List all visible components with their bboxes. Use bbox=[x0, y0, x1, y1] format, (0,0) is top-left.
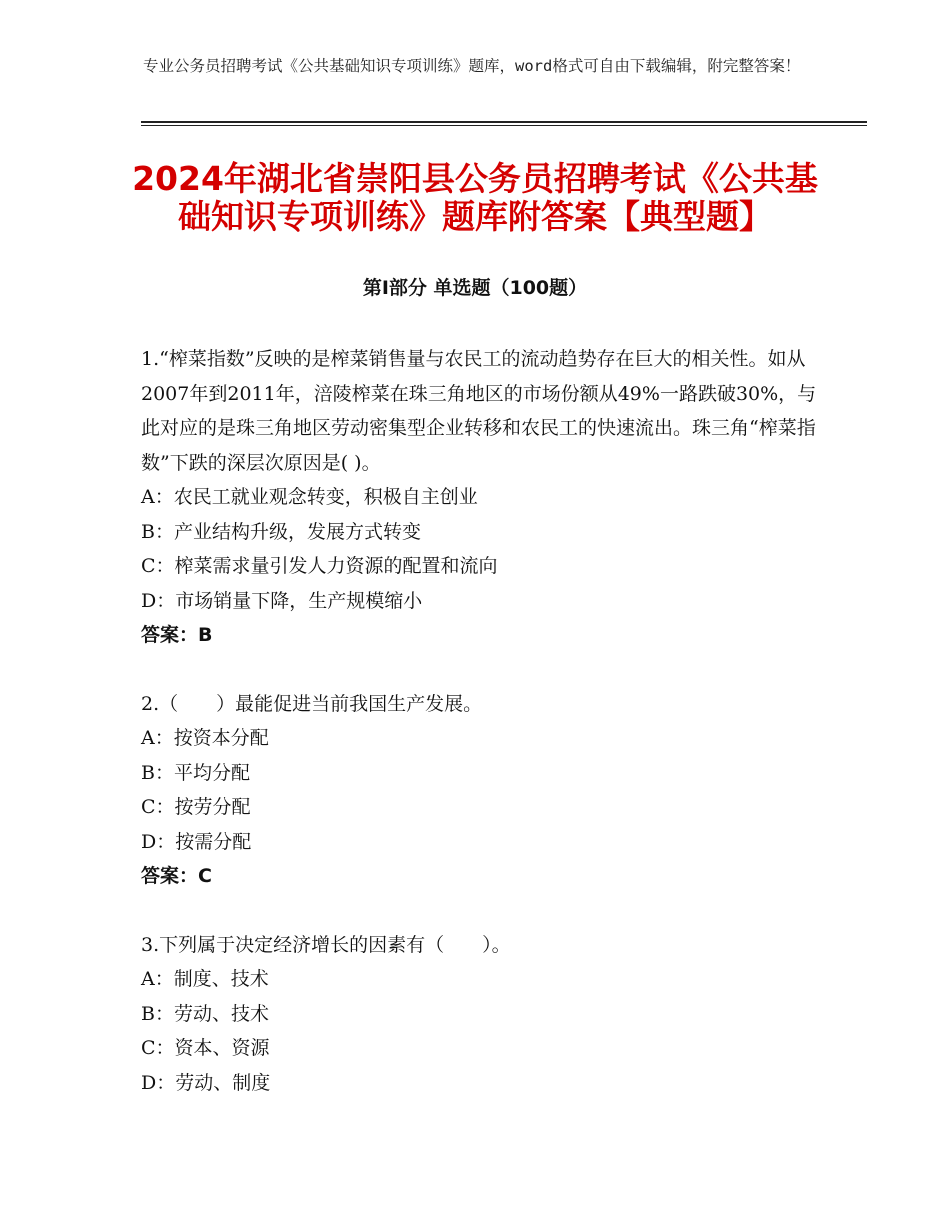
option-b: B：劳动、技术 bbox=[141, 1002, 269, 1025]
option-c: C：按劳分配 bbox=[141, 796, 251, 818]
option-d: D：按需分配 bbox=[141, 830, 252, 853]
option-b: B：平均分配 bbox=[141, 761, 250, 784]
question-1 bbox=[141, 342, 821, 653]
option-a: A：制度、技术 bbox=[141, 968, 269, 990]
question-stem: 2.（ ）最能促进当前我国生产发展。 bbox=[141, 692, 483, 715]
option-c: C：榨菜需求量引发人力资源的配置和流向 bbox=[141, 555, 498, 577]
option-a: A：农民工就业观念转变，积极自主创业 bbox=[141, 486, 478, 508]
question-2 bbox=[141, 687, 821, 894]
question-spacer bbox=[141, 653, 821, 687]
question-stem: 3.下列属于决定经济增长的因素有（ ）。 bbox=[141, 933, 511, 956]
question-spacer bbox=[141, 894, 821, 928]
option-a: A：按资本分配 bbox=[141, 727, 269, 749]
question-list bbox=[141, 342, 821, 1100]
question-3 bbox=[141, 928, 821, 1101]
page-header-note: 专业公务员招聘考试《公共基础知识专项训练》题库，word格式可自由下载编辑，附完整答案！ bbox=[143, 57, 801, 75]
header-divider-thick bbox=[141, 121, 867, 123]
section-heading: 第Ⅰ部分 单选题（100题） bbox=[362, 277, 588, 299]
document-title: 2024年湖北省崇阳县公务员招聘考试《公共基础知识专项训练》题库附答案【典型题】 bbox=[132, 159, 818, 236]
answer-line: 答案：C bbox=[141, 865, 212, 887]
header-divider-thin bbox=[141, 125, 867, 126]
question-stem: 1.“榨菜指数”反映的是榨菜销售量与农民工的流动趋势存在巨大的相关性。如从2007年到2011年，涪陵榨菜在珠三角地区的市场份额从49%一路跌破30%，与此对应的是珠三角地区劳动密集型企业转移和农民工的快速流出。珠三角“榨菜指数”下跌的深层次原因是( )。 bbox=[141, 348, 817, 474]
option-d: D：劳动、制度 bbox=[141, 1071, 271, 1094]
option-d: D：市场销量下降，生产规模缩小 bbox=[141, 589, 423, 612]
option-b: B：产业结构升级，发展方式转变 bbox=[141, 520, 421, 543]
option-c: C：资本、资源 bbox=[141, 1037, 270, 1059]
answer-line: 答案：B bbox=[141, 624, 213, 646]
